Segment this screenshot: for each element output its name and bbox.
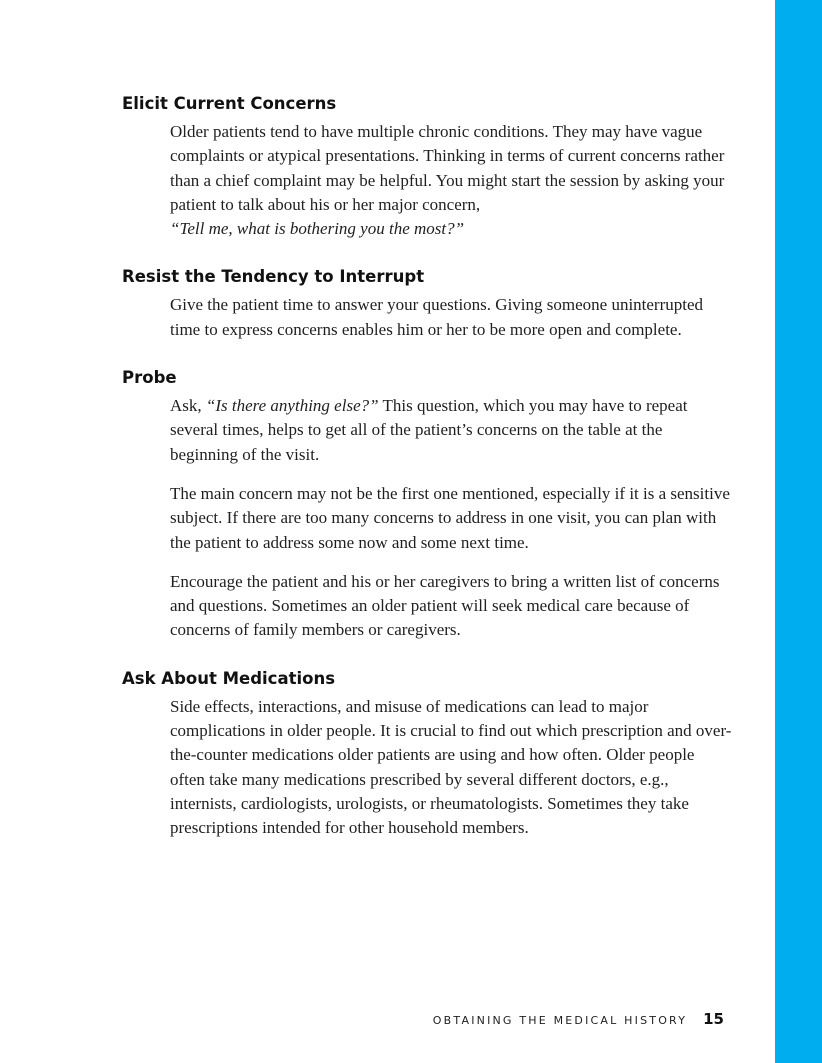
section-probe <box>122 366 732 643</box>
section-elicit-current-concerns <box>122 92 732 241</box>
section-heading: Probe <box>122 368 177 388</box>
section-paragraph: Encourage the patient and his or her caregivers to bring a written list of concerns and questions. Sometimes an older patient will seek medical care because of concerns of family members or caregivers. <box>170 571 720 640</box>
page-footer <box>433 1010 724 1028</box>
section-paragraph <box>170 394 732 467</box>
section-ask-about-medications <box>122 667 732 841</box>
section-heading: Resist the Tendency to Interrupt <box>122 267 425 287</box>
section-resist-interrupt <box>122 265 732 342</box>
section-paragraph: The main concern may not be the first one mentioned, especially if it is a sensitive subject. If there are too many concerns to address in one visit, you can plan with the patient to address some now and some next time. <box>170 483 730 552</box>
section-heading: Ask About Medications <box>122 668 336 688</box>
section-heading: Elicit Current Concerns <box>122 94 337 113</box>
quoted-question: “Is there anything else?” <box>205 396 379 416</box>
running-footer-title: OBTAINING THE MEDICAL HISTORY <box>432 1014 688 1027</box>
page-content <box>122 92 732 865</box>
quoted-question: “Tell me, what is bothering you the most?” <box>170 219 465 239</box>
paragraph-text: Older patients tend to have multiple chronic conditions. They may have vague complaints or atypical presentations. Thinking in terms of current concerns rather than a chief complaint may be helpful. You might start the session by asking your patient to talk about his or her major concern, <box>170 122 725 214</box>
paragraph-text: This question, which you may have to repeat several times, helps to get all of the patient’s concerns on the table at the beginning of the visit. <box>170 396 688 464</box>
accent-side-bar <box>775 0 822 1063</box>
section-paragraph: Give the patient time to answer your questions. Giving someone uninterrupted time to express concerns enables him or her to be more open and complete. <box>170 295 704 339</box>
page-number: 15 <box>703 1010 724 1028</box>
section-paragraph: Side effects, interactions, and misuse of medications can lead to major complications in older people. It is crucial to find out which prescription and over-the-counter medications older patients are using and how often. Older people often take many medications prescribed by several different doctors, e.g., internists, cardiologists, urologists, or rheumatologists. Sometimes they take prescriptions intended for other household members. <box>170 696 732 838</box>
paragraph-lead: Ask, <box>170 396 202 416</box>
section-paragraph <box>170 120 732 241</box>
